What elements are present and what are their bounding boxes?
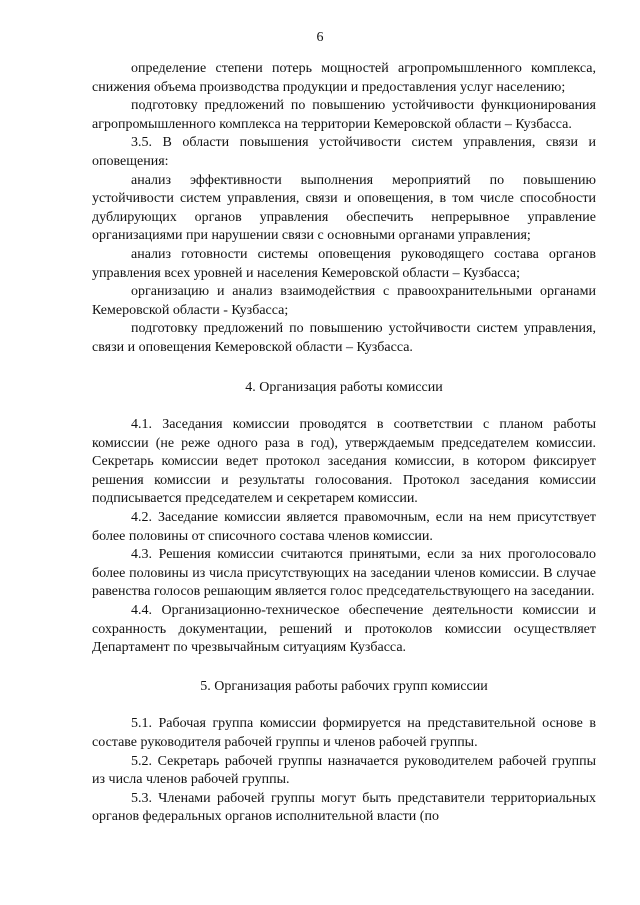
paragraph: 4.2. Заседание комиссии является правомочным, если на нем присутствует более половины от списочного состава членов комиссии.	[92, 510, 596, 544]
paragraph: 4.3. Решения комиссии считаются принятыми, если за них проголосовало более половины из числа присутствующих на заседании членов комиссии. В случае равенства голосов решающим является голос председательствующего на заседании.	[92, 547, 596, 600]
section-heading: 5. Организация работы рабочих групп комиссии	[200, 678, 488, 694]
paragraph: 5.2. Секретарь рабочей группы назначается руководителем рабочей группы из числа членов рабочей группы.	[92, 753, 596, 788]
paragraph: 4.4. Организационно-техническое обеспечение деятельности комиссии и сохранность документации, решений и протоколов комиссии осуществляет Департамент по чрезвычайным ситуациям Кузбасса.	[92, 603, 596, 656]
paragraph: анализ эффективности выполнения мероприятий по повышению устойчивости систем управления, связи и оповещения, в том числе способности дублирующих органов управления обеспечить непрерывное управление организациями при нарушении связи с основными органами управления;	[92, 172, 596, 244]
paragraph: определение степени потерь мощностей агропромышленного комплекса, снижения объема производства продукции и предоставления услуг населению;	[92, 61, 596, 95]
document-body	[92, 60, 596, 827]
paragraph: 3.5. В области повышения устойчивости систем управления, связи и оповещения:	[92, 135, 596, 169]
paragraph: подготовку предложений по повышению устойчивости систем управления, связи и оповещения Кемеровской области – Кузбасса.	[92, 321, 596, 355]
paragraph: 5.1. Рабочая группа комиссии формируется на представительной основе в составе руководителя рабочей группы и членов рабочей группы.	[92, 716, 596, 750]
paragraph: подготовку предложений по повышению устойчивости функционирования агропромышленного комплекса на территории Кемеровской области – Кузбасса.	[92, 98, 596, 132]
page-number: 6	[316, 30, 324, 45]
paragraph: организацию и анализ взаимодействия с правоохранительными органами Кемеровской области - Кузбасса;	[92, 284, 596, 318]
paragraph: анализ готовности системы оповещения руководящего состава органов управления всех уровней и населения Кемеровской области – Кузбасса;	[92, 246, 596, 281]
paragraph: 4.1. Заседания комиссии проводятся в соответствии с планом работы комиссии (не реже одного раза в год), утверждаемым председателем комиссии. Секретарь комиссии ведет протокол заседания комиссии, в котором фиксирует решения комиссии и результаты голосования. Протокол заседания комиссии подписывается председателем и секретарем комиссии.	[92, 417, 596, 507]
section-heading: 4. Организация работы комиссии	[245, 379, 443, 395]
paragraph: 5.3. Членами рабочей группы могут быть представители территориальных органов федеральных органов исполнительной власти (по	[92, 790, 596, 825]
